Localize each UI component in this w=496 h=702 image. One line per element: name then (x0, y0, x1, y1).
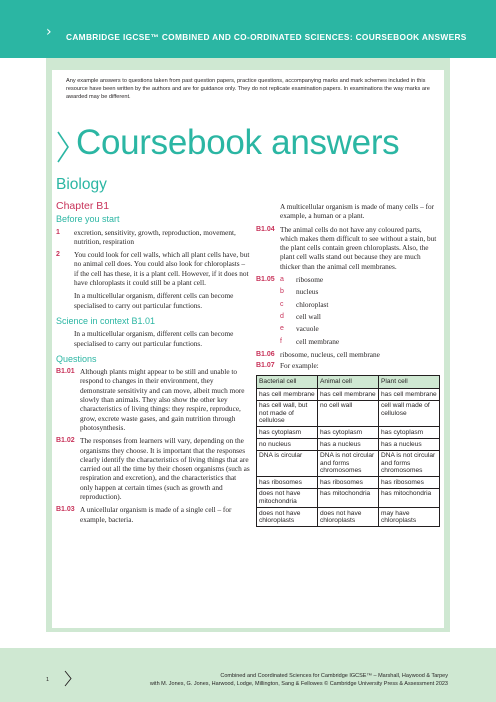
table-row (257, 400, 440, 427)
table-cell: cell wall made of cellulose (379, 400, 440, 427)
table-cell: has cell membrane (257, 389, 318, 401)
page-number: 1 (46, 677, 50, 683)
question-item (256, 225, 440, 271)
question-item (256, 350, 440, 359)
table-cell: has mitochondria (318, 488, 379, 507)
question-answer: The animal cells do not have any coloured parts, which makes them difficult to see without a stain, but the plant cells contain green chloroplasts. Also, the plant cell walls stand out because they are much thicker than the animal cell membranes. (280, 224, 437, 271)
sub-answer: c chloroplast (280, 299, 329, 309)
table-cell: no cell wall (318, 400, 379, 427)
table-cell: DNA is circular (257, 450, 318, 477)
question-item (56, 436, 250, 501)
subject-heading: Biology (56, 176, 107, 193)
question-answer: ribosome, nucleus, cell membrane (280, 349, 380, 359)
table-row (257, 439, 440, 451)
right-column (256, 202, 440, 527)
page-title: Coursebook answers (76, 123, 400, 162)
footer-book-title: Combined and Coordinated Sciences for Cambridge IGCSE™ – Marshall, Haywood & Tarpey (220, 673, 448, 679)
cell-comparison-table (256, 375, 440, 527)
table-row (257, 389, 440, 401)
sub-answer: e vacuole (280, 324, 319, 334)
table-cell: DNA is not circular and forms chromosomes (379, 450, 440, 477)
table-cell: DNA is not circular and forms chromosomes (318, 450, 379, 477)
table-cell: has a nucleus (318, 439, 379, 451)
question-answer: Although plants might appear to be still and unable to respond to changes in their environment, they demonstrate sensitivity and can move, albeit much more slowly than animals. They also show the other key characteristics of living things: they respire, reproduce, grow, excrete waste gases, and gain nutrition through photosynthesis. (80, 367, 245, 432)
page-header (0, 0, 496, 58)
question-number: B1.04 (256, 225, 275, 233)
left-column (56, 202, 250, 528)
question-number: B1.07 (256, 362, 275, 370)
column-header: Animal cell (318, 376, 379, 389)
list-item (56, 228, 250, 247)
table-cell: has cell wall, but not made of cellulose (257, 400, 318, 427)
science-in-context-text: In a multicellular organism, different cells can become specialised to carry out particular functions. (74, 329, 234, 348)
question-number: B1.02 (56, 437, 75, 445)
disclaimer-text: Any example answers to questions taken from past question papers, practice questions, accompanying marks and mark schemes included in this resource have been written by the authors and are for guidance only. They do not replicate examination papers. In examinations the way marks are awarded may be different. (66, 78, 430, 100)
chevron-right-icon (64, 670, 72, 687)
table-cell: does not have chloroplasts (318, 508, 379, 527)
header-title: CAMBRIDGE IGCSE™ COMBINED AND CO-ORDINATED SCIENCES: COURSEBOOK ANSWERS (66, 32, 467, 42)
table-cell: does not have chloroplasts (257, 508, 318, 527)
question-number: B1.05 (256, 276, 275, 284)
questions-heading: Questions (56, 353, 97, 364)
table-cell: has cytoplasm (318, 427, 379, 439)
science-in-context-heading: Science in context B1.01 (56, 315, 156, 326)
table-row (257, 488, 440, 507)
item-text: You could look for cell walls, which all plant cells have, but no animal cell does. You could also look for chloroplasts – if the cell has these, it is a plant cell. However, if it does not have chloroplasts it could still be a plant cell. (74, 250, 250, 288)
item-number: 1 (56, 228, 60, 236)
sub-answer: f cell membrane (280, 336, 340, 346)
column-header: Bacterial cell (257, 376, 318, 389)
table-row (257, 427, 440, 439)
table-cell: may have chloroplasts (379, 508, 440, 527)
item-text: excretion, sensitivity, growth, reproduction, movement, nutrition, respiration (74, 227, 236, 246)
chapter-heading: Chapter B1 (56, 200, 110, 212)
question-continuation: A multicellular organism is made of many cells – for example, a human or a plant. (280, 202, 435, 221)
chevron-right-icon: › (46, 24, 52, 40)
table-header-row (257, 376, 440, 389)
before-you-start-heading: Before you start (56, 214, 120, 225)
chevron-right-icon (56, 130, 70, 164)
sub-answer: b nucleus (280, 287, 319, 297)
sub-answer: a ribosome (280, 275, 324, 285)
table-row (257, 450, 440, 477)
footer-copyright: with M. Jones, G. Jones, Harwood, Lodge, Millington, Sang & Fellowes © Cambridge University Press & Assessment 2023 (149, 681, 448, 687)
question-item (256, 275, 440, 346)
item-number: 2 (56, 251, 60, 259)
table-cell: has cell membrane (318, 389, 379, 401)
content-sheet (52, 70, 444, 628)
question-number: B1.06 (256, 350, 275, 358)
question-number: B1.03 (56, 506, 75, 514)
table-row (257, 508, 440, 527)
sub-answer: d cell wall (280, 311, 321, 321)
table-cell: has cytoplasm (257, 427, 318, 439)
question-answer: The responses from learners will vary, depending on the organisms they choose. It is important that the responses clearly identify the characteristics of living things that are carried out all the time by their chosen organisms (such as respiration and excretion), and the characteristics that only happen at certain times (such as growth and reproduction). (80, 436, 250, 502)
table-cell: has ribosomes (257, 477, 318, 489)
table-cell: has cell membrane (379, 389, 440, 401)
table-cell: has cytoplasm (379, 427, 440, 439)
table-cell: no nucleus (257, 439, 318, 451)
question-answer: For example: (280, 361, 319, 371)
question-item (256, 361, 440, 370)
question-item (56, 505, 250, 524)
list-item (56, 250, 250, 287)
table-cell: has ribosomes (318, 477, 379, 489)
item-paragraph: In a multicellular organism, different cells can become specialised to carry out particular functions. (74, 291, 234, 310)
question-item (56, 367, 250, 432)
page-footer (0, 648, 496, 702)
table-row (257, 477, 440, 489)
table-cell: has mitochondria (379, 488, 440, 507)
question-answer: A unicellular organism is made of a single cell – for example, bacteria. (80, 505, 232, 524)
column-header: Plant cell (379, 376, 440, 389)
table-cell: does not have mitochondria (257, 488, 318, 507)
table-cell: has a nucleus (379, 439, 440, 451)
table-cell: has ribosomes (379, 477, 440, 489)
question-number: B1.01 (56, 368, 75, 376)
